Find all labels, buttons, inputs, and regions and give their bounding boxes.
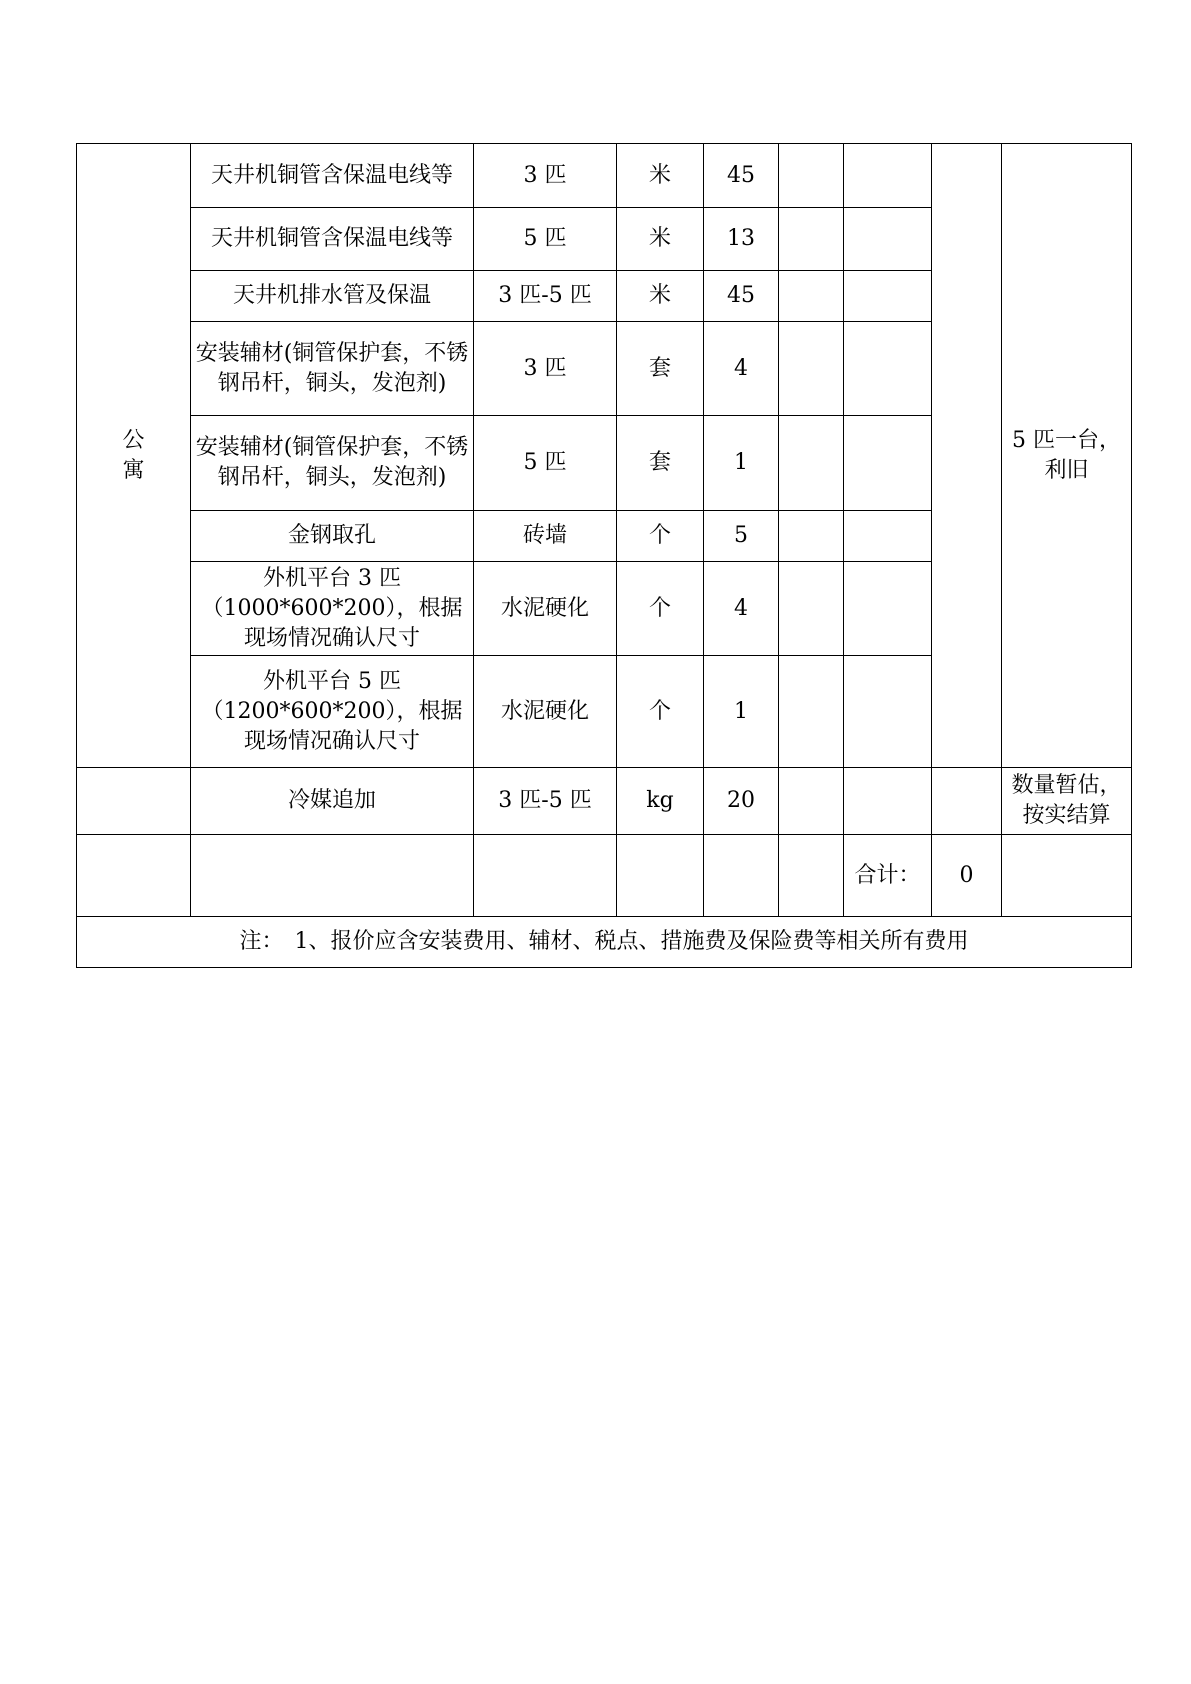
- unit-price-cell: [779, 656, 844, 768]
- item-name: [191, 835, 474, 917]
- item-unit: 米: [617, 144, 704, 208]
- item-qty: 20: [704, 768, 779, 835]
- item-name: 外机平台 5 匹（1200*600*200），根据现场情况确认尺寸: [191, 656, 474, 768]
- item-spec: [474, 835, 617, 917]
- note-row: [77, 917, 1132, 968]
- category-cell: [77, 768, 191, 835]
- item-qty: 5: [704, 511, 779, 562]
- amount-cell: [844, 271, 932, 322]
- unit-price-cell: [779, 322, 844, 416]
- item-unit: 米: [617, 208, 704, 271]
- item-name: 天井机铜管含保温电线等: [191, 208, 474, 271]
- unit-price-cell: [779, 208, 844, 271]
- item-name: 冷媒追加: [191, 768, 474, 835]
- item-unit: 个: [617, 562, 704, 656]
- table-row: [77, 768, 1132, 835]
- item-qty: 4: [704, 322, 779, 416]
- item-name: 外机平台 3 匹（1000*600*200），根据现场情况确认尺寸: [191, 562, 474, 656]
- note-text: 注： 1、报价应含安装费用、辅材、税点、措施费及保险费等相关所有费用: [77, 917, 1132, 968]
- item-qty: 4: [704, 562, 779, 656]
- blank-cell: [932, 768, 1002, 835]
- unit-price-cell: [779, 416, 844, 511]
- item-name: 安装辅材(铜管保护套，不锈钢吊杆，铜头，发泡剂): [191, 322, 474, 416]
- total-value: 0: [932, 835, 1002, 917]
- amount-cell: [844, 562, 932, 656]
- blank-cell: [932, 144, 1002, 768]
- unit-price-cell: [779, 835, 844, 917]
- item-qty: 45: [704, 271, 779, 322]
- item-unit: 个: [617, 511, 704, 562]
- item-qty: 13: [704, 208, 779, 271]
- item-spec: 5 匹: [474, 416, 617, 511]
- item-unit: 个: [617, 656, 704, 768]
- unit-price-cell: [779, 511, 844, 562]
- item-spec: 3 匹-5 匹: [474, 768, 617, 835]
- item-spec: 5 匹: [474, 208, 617, 271]
- total-label: 合计：: [844, 835, 932, 917]
- category-cell: 公寓: [77, 144, 191, 768]
- item-name: 天井机排水管及保温: [191, 271, 474, 322]
- item-name: 安装辅材(铜管保护套，不锈钢吊杆，铜头，发泡剂): [191, 416, 474, 511]
- item-spec: 3 匹: [474, 322, 617, 416]
- item-qty: [704, 835, 779, 917]
- item-spec: 3 匹-5 匹: [474, 271, 617, 322]
- item-unit: 套: [617, 416, 704, 511]
- unit-price-cell: [779, 271, 844, 322]
- remark-cell: [1002, 835, 1132, 917]
- category-cell: [77, 835, 191, 917]
- amount-cell: [844, 208, 932, 271]
- item-qty: 1: [704, 416, 779, 511]
- item-qty: 45: [704, 144, 779, 208]
- item-spec: 3 匹: [474, 144, 617, 208]
- item-spec: 水泥硬化: [474, 656, 617, 768]
- item-spec: 砖墙: [474, 511, 617, 562]
- amount-cell: [844, 144, 932, 208]
- unit-price-cell: [779, 562, 844, 656]
- item-unit: [617, 835, 704, 917]
- item-name: 金钢取孔: [191, 511, 474, 562]
- item-name: 天井机铜管含保温电线等: [191, 144, 474, 208]
- item-unit: 套: [617, 322, 704, 416]
- remark-cell: 5 匹一台，利旧: [1002, 144, 1132, 768]
- amount-cell: [844, 768, 932, 835]
- quote-table: [76, 143, 1132, 968]
- amount-cell: [844, 511, 932, 562]
- amount-cell: [844, 322, 932, 416]
- item-spec: 水泥硬化: [474, 562, 617, 656]
- item-qty: 1: [704, 656, 779, 768]
- item-unit: 米: [617, 271, 704, 322]
- amount-cell: [844, 656, 932, 768]
- item-unit: kg: [617, 768, 704, 835]
- remark-cell: 数量暂估，按实结算: [1002, 768, 1132, 835]
- total-row: [77, 835, 1132, 917]
- unit-price-cell: [779, 768, 844, 835]
- table-row: [77, 144, 1132, 208]
- unit-price-cell: [779, 144, 844, 208]
- amount-cell: [844, 416, 932, 511]
